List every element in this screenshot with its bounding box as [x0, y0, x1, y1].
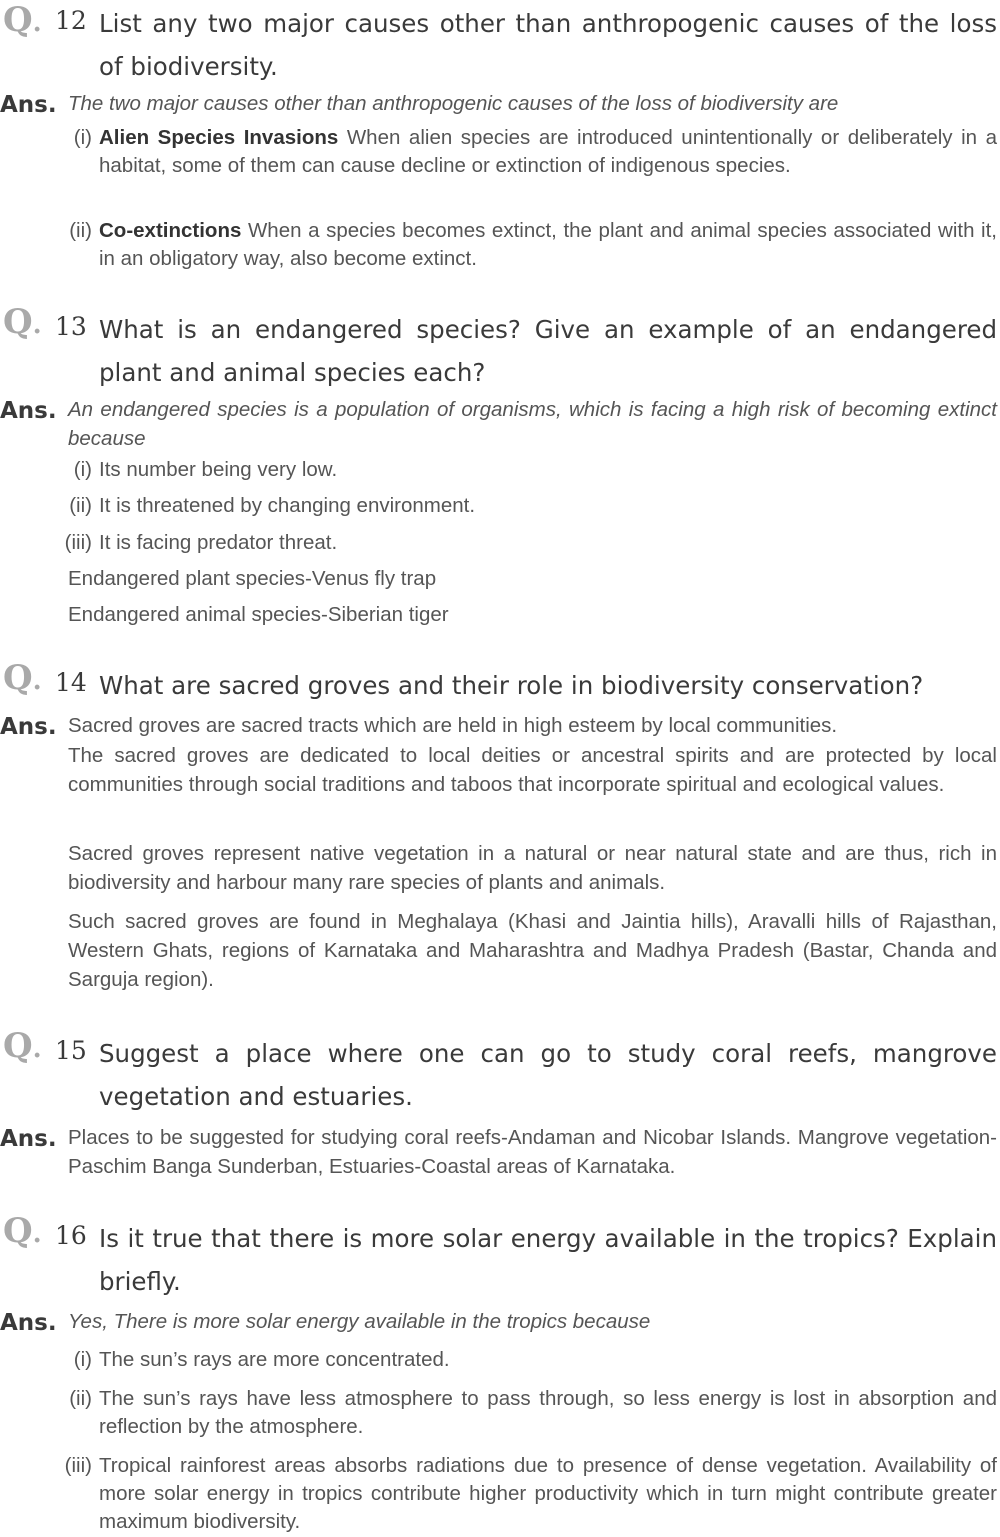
list-text: The sun’s rays are more concentrated.	[99, 1348, 450, 1371]
answer-paragraph: Such sacred groves are found in Meghalaya (Khasi and Jaintia hills), Aravalli hills of Rajasthan, Western Ghats, regions of Karnataka and Maharashtra and Madhya Pradesh (Bastar, Chanda and Sarguja region).	[68, 910, 997, 991]
list-text: Tropical rainforest areas absorbs radiations due to presence of dense vegetation. Availability of more solar energy in tropics contribute higher productivity which in turn might contribute greater maximum biodiversity.	[99, 1454, 997, 1533]
question-marker: Q.	[3, 302, 42, 342]
question-number: 13	[55, 312, 87, 341]
term: Alien Species Invasions	[99, 126, 339, 149]
list-number: (i)	[73, 458, 92, 481]
list-number: (ii)	[69, 219, 92, 242]
question-marker: Q.	[3, 1211, 42, 1251]
list-number: (i)	[73, 1348, 92, 1371]
list-number: (iii)	[64, 1454, 92, 1477]
question-marker: Q.	[3, 1026, 42, 1066]
question-text: Suggest a place where one can go to study coral reefs, mangrove vegetation and estuaries.	[99, 1039, 997, 1111]
question-number: 14	[55, 668, 87, 697]
list-number: (i)	[73, 126, 92, 149]
question-number: 16	[55, 1221, 87, 1250]
question-text: List any two major causes other than anthropogenic causes of the loss of biodiversity.	[99, 9, 997, 81]
question-number: 12	[55, 6, 87, 35]
question-text: What is an endangered species? Give an example of an endangered plant and animal species each?	[99, 315, 997, 387]
example-animal: Endangered animal species-Siberian tiger	[68, 603, 449, 626]
list-text: It is facing predator threat.	[99, 531, 338, 554]
answer-label: Ans.	[0, 92, 57, 118]
list-text: Its number being very low.	[99, 458, 338, 481]
answer-paragraph: Sacred groves are sacred tracts which are held in high esteem by local communities.	[68, 714, 838, 737]
answer-label: Ans.	[0, 714, 57, 740]
list-number: (ii)	[69, 494, 92, 517]
answer-intro: The two major causes other than anthropogenic causes of the loss of biodiversity are	[68, 92, 839, 115]
answer-label: Ans.	[0, 1126, 57, 1152]
question-marker: Q.	[3, 658, 42, 698]
question-marker: Q.	[3, 0, 42, 40]
list-text: It is threatened by changing environment.	[99, 494, 476, 517]
answer-paragraph: Places to be suggested for studying coral reefs-Andaman and Nicobar Islands. Mangrove vegetation-Paschim Banga Sunderban, Estuaries-Coastal areas of Karnataka.	[68, 1126, 997, 1178]
list-text: Alien Species Invasions When alien species are introduced unintentionally or deliberately in a habitat, some of them can cause decline or extinction of indigenous species.	[99, 126, 997, 177]
list-text: Co-extinctions When a species becomes extinct, the plant and animal species associated with it, in an obligatory way, also become extinct.	[99, 219, 997, 270]
question-number: 15	[55, 1036, 87, 1065]
list-number: (iii)	[64, 531, 92, 554]
answer-label: Ans.	[0, 1310, 57, 1336]
answer-intro: An endangered species is a population of organisms, which is facing a high risk of becoming extinct because	[68, 398, 997, 450]
list-number: (ii)	[69, 1387, 92, 1410]
answer-label: Ans.	[0, 398, 57, 424]
example-plant: Endangered plant species-Venus fly trap	[68, 567, 437, 590]
answer-intro: Yes, There is more solar energy available in the tropics because	[68, 1310, 651, 1333]
question-text: What are sacred groves and their role in biodiversity conservation?	[99, 671, 924, 700]
question-text: Is it true that there is more solar energy available in the tropics? Explain briefly.	[99, 1224, 997, 1296]
list-text: The sun’s rays have less atmosphere to pass through, so less energy is lost in absorption and reflection by the atmosphere.	[99, 1387, 997, 1438]
term: Co-extinctions	[99, 219, 242, 242]
answer-paragraph: The sacred groves are dedicated to local deities or ancestral spirits and are protected by local communities through social traditions and taboos that incorporate spiritual and ecological values.	[68, 744, 997, 796]
answer-paragraph: Sacred groves represent native vegetation in a natural or near natural state and are thus, rich in biodiversity and harbour many rare species of plants and animals.	[68, 842, 997, 894]
